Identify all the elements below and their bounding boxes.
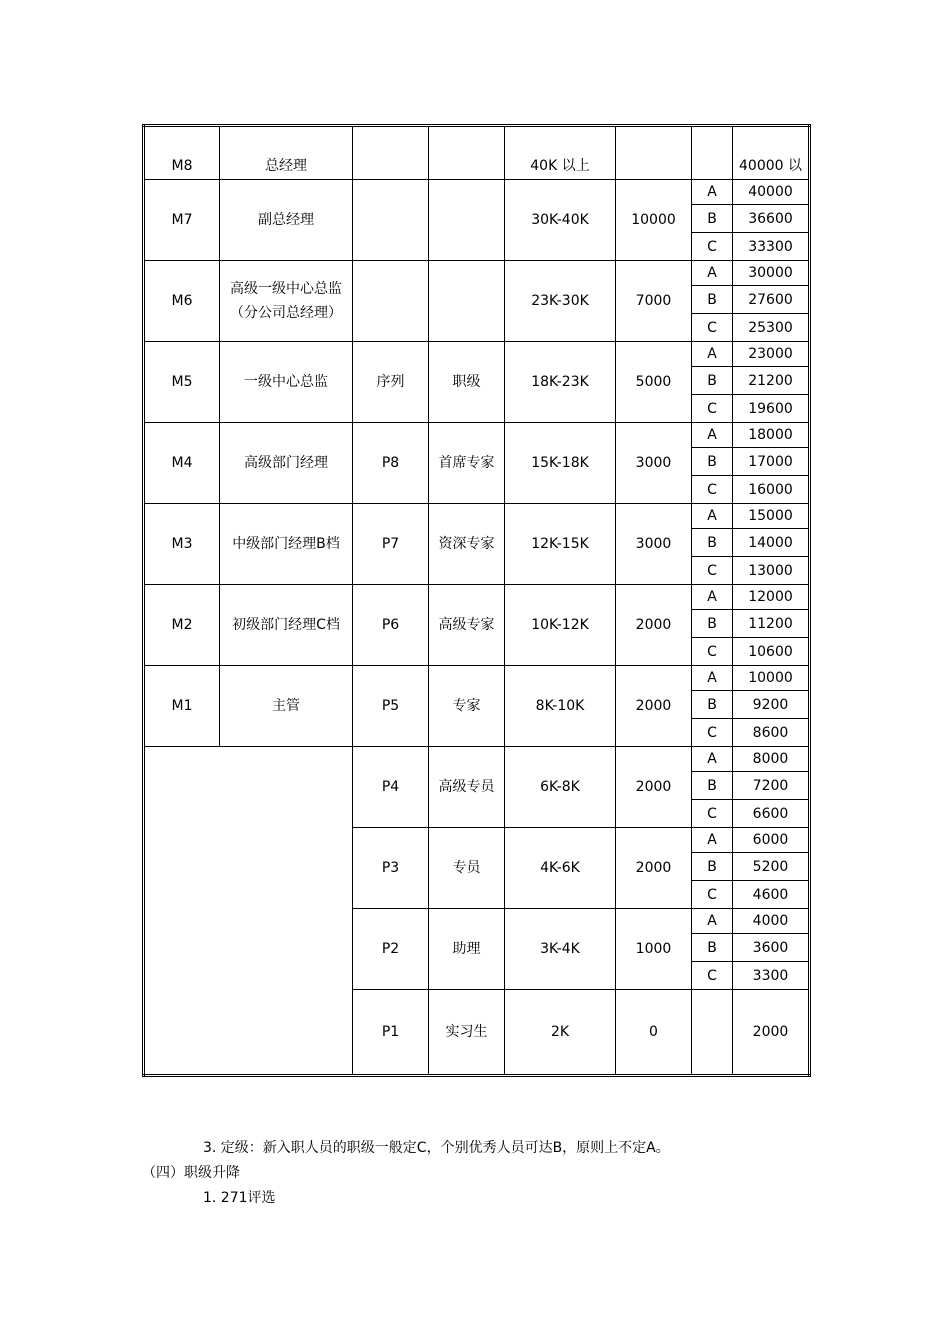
- salary-range: 40K 以上: [505, 126, 616, 180]
- sequence-code: [353, 126, 429, 180]
- position-title: 初级部门经理C档: [220, 585, 353, 666]
- position-title: 副总经理: [220, 180, 353, 261]
- level-letter: [692, 990, 733, 1076]
- sequence-code: P6: [353, 585, 429, 666]
- level-amount: 25300: [733, 314, 810, 342]
- grade-code: M3: [144, 504, 220, 585]
- sequence-code: 序列: [353, 342, 429, 423]
- level-letter: C: [692, 638, 733, 666]
- level-amount: 8000: [733, 747, 810, 772]
- level-letter: B: [692, 772, 733, 800]
- grade-code: M7: [144, 180, 220, 261]
- sequence-rank: [429, 126, 505, 180]
- sequence-rank: 高级专员: [429, 747, 505, 828]
- sequence-rank: 专员: [429, 828, 505, 909]
- level-amount: 6600: [733, 800, 810, 828]
- level-letter: B: [692, 610, 733, 638]
- level-amount: 3300: [733, 962, 810, 990]
- level-amount: 10600: [733, 638, 810, 666]
- level-amount: 19600: [733, 395, 810, 423]
- level-amount: 8600: [733, 719, 810, 747]
- step-amount: 10000: [616, 180, 692, 261]
- level-amount: 21200: [733, 367, 810, 395]
- level-amount: 23000: [733, 342, 810, 367]
- sequence-rank: 实习生: [429, 990, 505, 1076]
- salary-range: 3K-4K: [505, 909, 616, 990]
- level-letter: A: [692, 585, 733, 610]
- level-amount: 6000: [733, 828, 810, 853]
- level-amount: 3600: [733, 934, 810, 962]
- table-row: [144, 666, 810, 691]
- level-letter: A: [692, 261, 733, 286]
- level-amount: 11200: [733, 610, 810, 638]
- level-letter: B: [692, 691, 733, 719]
- salary-grade-body: [144, 126, 810, 1076]
- step-amount: 3000: [616, 423, 692, 504]
- grade-code: M1: [144, 666, 220, 747]
- salary-range: 23K-30K: [505, 261, 616, 342]
- sequence-code: P8: [353, 423, 429, 504]
- level-letter: A: [692, 909, 733, 934]
- sequence-code: P3: [353, 828, 429, 909]
- step-amount: 2000: [616, 666, 692, 747]
- level-amount: 17000: [733, 448, 810, 476]
- grade-code: M4: [144, 423, 220, 504]
- level-amount: 10000: [733, 666, 810, 691]
- table-row: [144, 504, 810, 529]
- level-amount: 40000 以: [733, 126, 810, 180]
- grade-code: M2: [144, 585, 220, 666]
- table-row: [144, 126, 810, 180]
- step-amount: 1000: [616, 909, 692, 990]
- level-letter: B: [692, 205, 733, 233]
- level-letter: C: [692, 314, 733, 342]
- level-letter: B: [692, 448, 733, 476]
- step-amount: 7000: [616, 261, 692, 342]
- sequence-rank: 职级: [429, 342, 505, 423]
- level-amount: 9200: [733, 691, 810, 719]
- sequence-rank: 资深专家: [429, 504, 505, 585]
- sequence-code: [353, 261, 429, 342]
- level-amount: 12000: [733, 585, 810, 610]
- salary-range: 10K-12K: [505, 585, 616, 666]
- sequence-code: P1: [353, 990, 429, 1076]
- level-amount: 18000: [733, 423, 810, 448]
- sequence-code: P4: [353, 747, 429, 828]
- level-letter: C: [692, 557, 733, 585]
- salary-range: 30K-40K: [505, 180, 616, 261]
- level-amount: 30000: [733, 261, 810, 286]
- level-amount: 7200: [733, 772, 810, 800]
- paragraph-grading-rule: 3. 定级：新入职人员的职级一般定C，个别优秀人员可达B，原则上不定A。: [203, 1140, 670, 1156]
- position-title: 总经理: [220, 126, 353, 180]
- level-amount: 13000: [733, 557, 810, 585]
- position-title: 高级部门经理: [220, 423, 353, 504]
- sequence-code: P2: [353, 909, 429, 990]
- table-row: [144, 180, 810, 205]
- step-amount: 5000: [616, 342, 692, 423]
- sequence-code: P7: [353, 504, 429, 585]
- level-amount: 16000: [733, 476, 810, 504]
- section-heading-promotion: （四）职级升降: [142, 1165, 240, 1181]
- table-row: [144, 342, 810, 367]
- level-amount: 14000: [733, 529, 810, 557]
- salary-range: 2K: [505, 990, 616, 1076]
- level-amount: 2000: [733, 990, 810, 1076]
- level-letter: [692, 126, 733, 180]
- position-title: 中级部门经理B档: [220, 504, 353, 585]
- position-title: 高级一级中心总监（分公司总经理）: [220, 261, 353, 342]
- salary-range: 8K-10K: [505, 666, 616, 747]
- level-amount: 36600: [733, 205, 810, 233]
- salary-range: 12K-15K: [505, 504, 616, 585]
- level-letter: A: [692, 828, 733, 853]
- sequence-rank: 专家: [429, 666, 505, 747]
- level-amount: 4000: [733, 909, 810, 934]
- sequence-rank: [429, 261, 505, 342]
- level-letter: C: [692, 395, 733, 423]
- blank-merged-cell: [144, 747, 353, 1076]
- table-row: [144, 585, 810, 610]
- level-letter: B: [692, 853, 733, 881]
- level-letter: C: [692, 881, 733, 909]
- grade-code: M5: [144, 342, 220, 423]
- level-amount: 5200: [733, 853, 810, 881]
- level-letter: B: [692, 286, 733, 314]
- position-title: 主管: [220, 666, 353, 747]
- level-letter: C: [692, 476, 733, 504]
- level-letter: C: [692, 962, 733, 990]
- table-row: [144, 747, 810, 772]
- level-amount: 4600: [733, 881, 810, 909]
- step-amount: 3000: [616, 504, 692, 585]
- sequence-rank: [429, 180, 505, 261]
- level-letter: C: [692, 233, 733, 261]
- level-amount: 15000: [733, 504, 810, 529]
- level-amount: 27600: [733, 286, 810, 314]
- sequence-rank: 助理: [429, 909, 505, 990]
- salary-range: 18K-23K: [505, 342, 616, 423]
- list-item-271-review: 1. 271评选: [203, 1190, 276, 1206]
- level-letter: A: [692, 747, 733, 772]
- level-letter: A: [692, 666, 733, 691]
- step-amount: [616, 126, 692, 180]
- salary-range: 15K-18K: [505, 423, 616, 504]
- table-row: [144, 261, 810, 286]
- level-letter: A: [692, 423, 733, 448]
- table-row: [144, 423, 810, 448]
- level-letter: B: [692, 934, 733, 962]
- level-letter: B: [692, 367, 733, 395]
- sequence-code: P5: [353, 666, 429, 747]
- sequence-rank: 高级专家: [429, 585, 505, 666]
- level-letter: A: [692, 342, 733, 367]
- level-letter: C: [692, 800, 733, 828]
- level-amount: 33300: [733, 233, 810, 261]
- salary-range: 6K-8K: [505, 747, 616, 828]
- grade-code: M6: [144, 261, 220, 342]
- sequence-code: [353, 180, 429, 261]
- level-letter: B: [692, 529, 733, 557]
- step-amount: 2000: [616, 585, 692, 666]
- position-title: 一级中心总监: [220, 342, 353, 423]
- salary-range: 4K-6K: [505, 828, 616, 909]
- grade-code: M8: [144, 126, 220, 180]
- level-letter: C: [692, 719, 733, 747]
- level-letter: A: [692, 180, 733, 205]
- sequence-rank: 首席专家: [429, 423, 505, 504]
- salary-grade-table: [142, 124, 811, 1077]
- step-amount: 0: [616, 990, 692, 1076]
- level-letter: A: [692, 504, 733, 529]
- step-amount: 2000: [616, 828, 692, 909]
- step-amount: 2000: [616, 747, 692, 828]
- level-amount: 40000: [733, 180, 810, 205]
